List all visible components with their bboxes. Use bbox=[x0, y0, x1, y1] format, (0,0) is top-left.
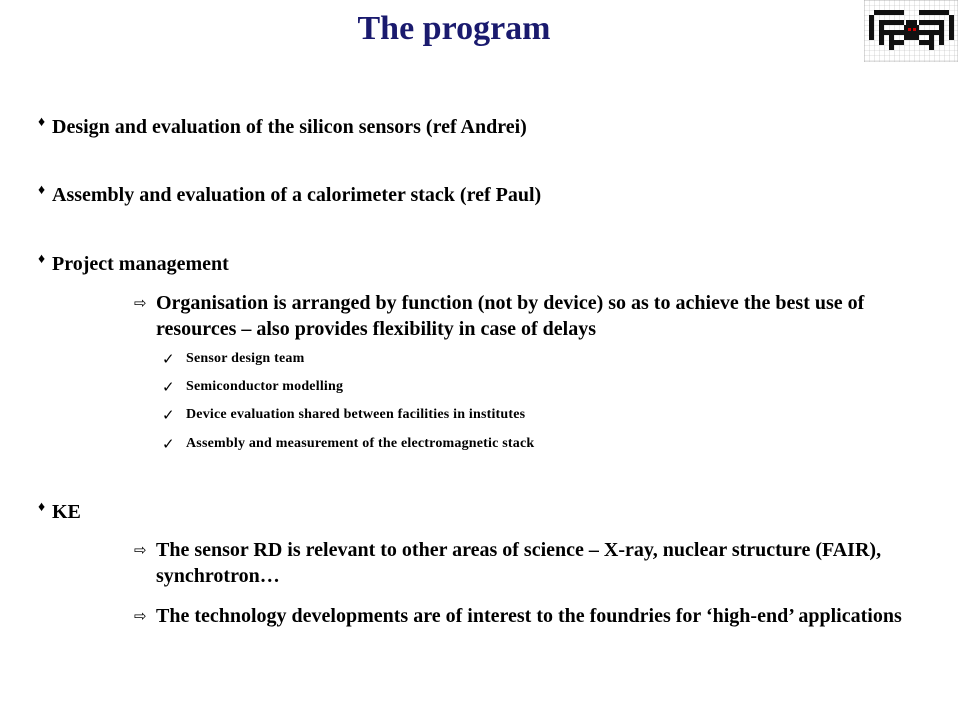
diamond-bullet-icon: ♦ bbox=[38, 500, 46, 515]
arrow-bullet-icon: ⇨ bbox=[134, 294, 147, 312]
spider-icon bbox=[864, 0, 958, 62]
diamond-bullet-icon: ♦ bbox=[38, 115, 46, 130]
diamond-bullet-icon: ♦ bbox=[38, 183, 46, 198]
checkmark-icon: ✓ bbox=[162, 435, 175, 453]
bullet-text: KE bbox=[52, 501, 81, 523]
sub-item-text: The sensor RD is relevant to other areas of science – X-ray, nuclear structure (FAIR), synchrotron… bbox=[156, 539, 882, 587]
check-item-text: Sensor design team bbox=[186, 351, 305, 366]
check-item-text: Assembly and measurement of the electromagnetic stack bbox=[186, 436, 535, 451]
sub-item-text: The technology developments are of interest to the foundries for ‘high-end’ applications bbox=[156, 605, 902, 627]
bullet-text: Assembly and evaluation of a calorimeter stack (ref Paul) bbox=[52, 184, 542, 206]
checkmark-icon: ✓ bbox=[162, 350, 175, 368]
bullet-text: Design and evaluation of the silicon sensors (ref Andrei) bbox=[52, 116, 527, 138]
sub-item-text: Organisation is arranged by function (not by device) so as to achieve the best use of resources – also provides flexibility in case of delays bbox=[156, 292, 865, 340]
bullet-text: Project management bbox=[52, 253, 229, 275]
slide-title: The program bbox=[357, 10, 551, 47]
check-item-text: Device evaluation shared between facilities in institutes bbox=[186, 407, 526, 422]
arrow-bullet-icon: ⇨ bbox=[134, 607, 147, 625]
checkmark-icon: ✓ bbox=[162, 406, 175, 424]
checkmark-icon: ✓ bbox=[162, 378, 175, 396]
diamond-bullet-icon: ♦ bbox=[38, 252, 46, 267]
arrow-bullet-icon: ⇨ bbox=[134, 541, 147, 559]
check-item-text: Semiconductor modelling bbox=[186, 379, 344, 394]
